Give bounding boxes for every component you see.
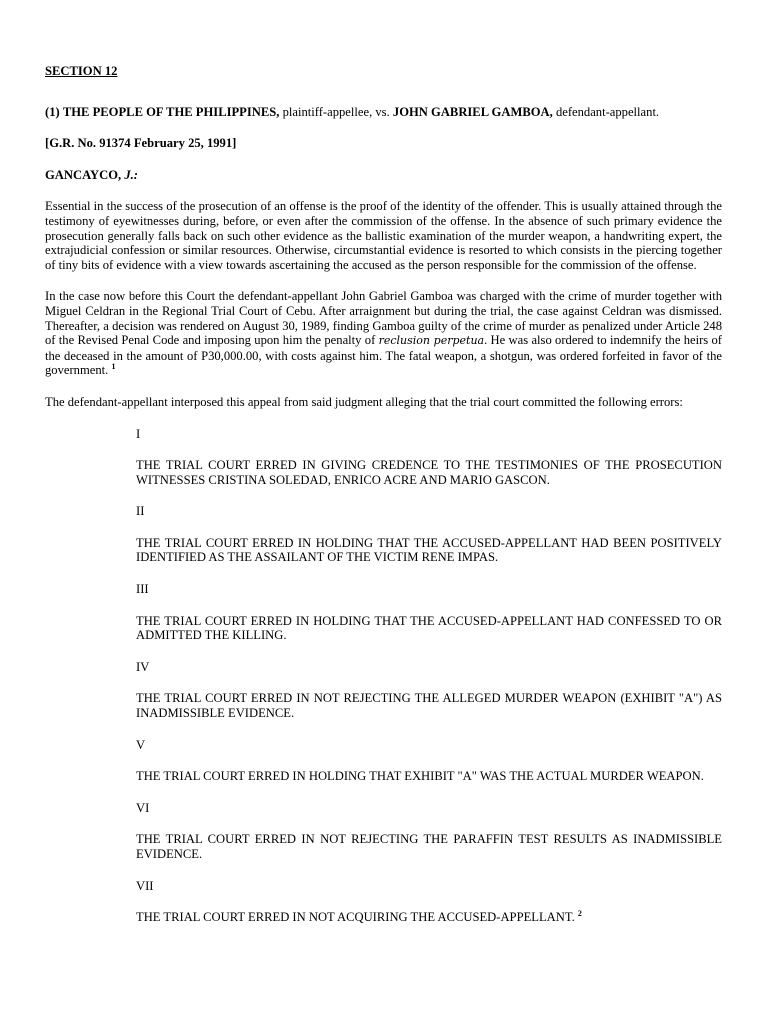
- error-text: THE TRIAL COURT ERRED IN NOT REJECTING THE ALLEGED MURDER WEAPON (EXHIBIT "A") AS INADMISSIBLE EVIDENCE.: [136, 691, 722, 721]
- footnote-ref-1[interactable]: 1: [111, 362, 116, 372]
- error-text: THE TRIAL COURT ERRED IN HOLDING THAT EXHIBIT "A" WAS THE ACTUAL MURDER WEAPON.: [136, 769, 704, 784]
- error-numeral: V: [136, 737, 146, 752]
- error-numeral: VI: [136, 800, 150, 815]
- gr-number: [G.R. No. 91374 February 25, 1991]: [45, 136, 237, 151]
- error-numeral: IV: [136, 659, 150, 674]
- paragraph-intro: Essential in the success of the prosecution of an offense is the proof of the identity of the offender. This is usually attained through the testimony of eyewitnesses during, before, or even after the commission of the offense. In the absence of such primary evidence the prosecution generally falls back on such other evidence as the ballistic examination of the murder weapon, a handwriting expert, the extrajudicial confession or similar resources. Otherwise, circumstantial evidence is resorted to which consists in the piercing together of tiny bits of evidence with a view towards ascertaining the accused as the person responsible for the commission of the offense.: [45, 199, 722, 272]
- error-text: THE TRIAL COURT ERRED IN HOLDING THAT THE ACCUSED-APPELLANT HAD BEEN POSITIVELY IDENTIFIED AS THE ASSAILANT OF THE VICTIM RENE IMPAS.: [136, 535, 722, 565]
- error-numeral: III: [136, 582, 149, 597]
- section-heading: SECTION 12: [45, 64, 118, 78]
- plaintiff-name: THE PEOPLE OF THE PHILIPPINES,: [62, 104, 280, 119]
- footnote-ref-2[interactable]: 2: [577, 909, 582, 918]
- defendant-role: defendant-appellant.: [555, 104, 660, 119]
- paragraph-text: . He was also ordered to indemnify the heirs of the deceased in the amount of P30,000.00, with costs against him. The fatal weapon, a shotgun, was ordered forfeited in favor of the government.: [45, 333, 723, 378]
- justice-name: GANCAYCO,: [45, 167, 122, 182]
- paragraph-case-facts: [45, 289, 722, 378]
- defendant-name: JOHN GABRIEL GAMBOA,: [392, 104, 553, 119]
- error-text-body: THE TRIAL COURT ERRED IN NOT ACQUIRING THE ACCUSED-APPELLANT.: [136, 910, 575, 925]
- plaintiff-role: plaintiff-appellee, vs.: [282, 104, 390, 119]
- justice-title: J.:: [124, 167, 138, 182]
- assigned-errors-list: [136, 427, 722, 925]
- paragraph-text: In the case now before this Court the defendant-appellant John Gabriel Gamboa was charged with the crime of murder together with Miguel Celdran in the Regional Trial Court of Cebu. After arraignment but during the trial, the case against Celdran was dismissed. Thereafter, a decision was rendered on August 30, 1989, finding Gamboa guilty of the crime of murder as penalized under Article 248 of the Revised Penal Code and imposing upon him the penalty of: [45, 289, 722, 348]
- error-numeral: II: [136, 504, 145, 519]
- error-text: THE TRIAL COURT ERRED IN GIVING CREDENCE TO THE TESTIMONIES OF THE PROSECUTION WITNESSES CRISTINA SOLEDAD, ENRICO ACRE AND MARIO GASCON.: [136, 458, 722, 487]
- error-numeral: I: [136, 426, 141, 441]
- error-text: THE TRIAL COURT ERRED IN NOT REJECTING THE PARAFFIN TEST RESULTS AS INADMISSIBLE EVIDENCE.: [136, 832, 722, 861]
- case-title: [45, 105, 722, 120]
- document-page: [45, 64, 722, 942]
- ponente: [45, 168, 722, 183]
- error-text: [136, 910, 722, 925]
- case-number: (1): [45, 104, 60, 119]
- error-numeral: VII: [136, 878, 154, 893]
- error-text: THE TRIAL COURT ERRED IN HOLDING THAT THE ACCUSED-APPELLANT HAD CONFESSED TO OR ADMITTED THE KILLING.: [136, 613, 722, 643]
- latin-term: reclusion perpetua: [378, 334, 485, 348]
- paragraph-appeal: The defendant-appellant interposed this appeal from said judgment alleging that the trial court committed the following errors:: [45, 394, 683, 409]
